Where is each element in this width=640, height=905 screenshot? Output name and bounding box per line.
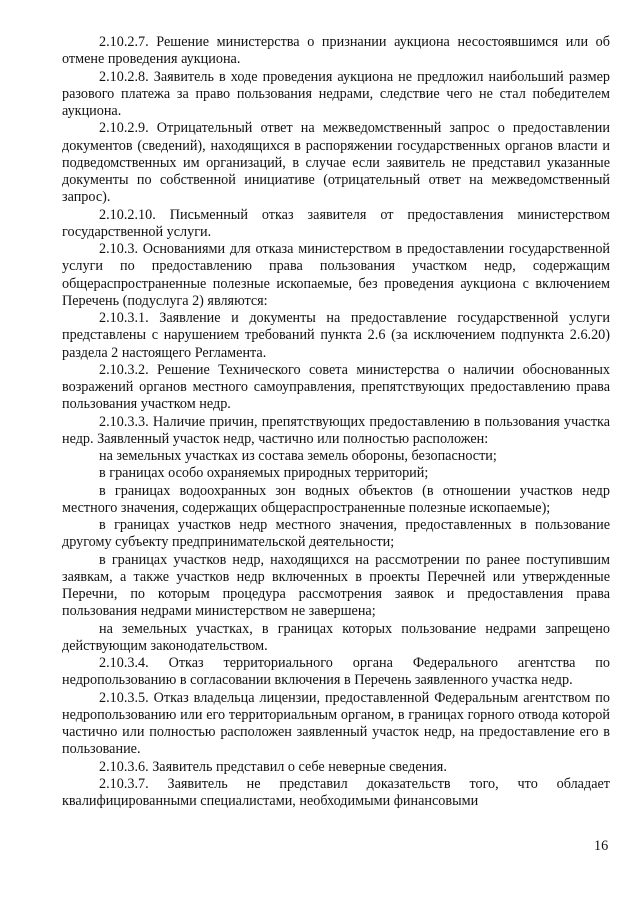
page-number: 16 <box>594 838 609 854</box>
list-item-defense-lands: на земельных участках из состава земель обороны, безопасности; <box>99 448 497 464</box>
paragraph-2-10-3-4: 2.10.3.4. Отказ территориального органа Федерального агентства по недропользованию в согласовании включения в Перечень заявленного участка недр. <box>62 655 610 689</box>
paragraph-2-10-3-3: 2.10.3.3. Наличие причин, препятствующих предоставлению в пользования участка недр. Заявленный участок недр, частично или полностью расположен: <box>62 413 610 447</box>
list-item-protected-territories: в границах особо охраняемых природных территорий; <box>99 465 429 482</box>
list-item-prohibited-lands: на земельных участках, в границах которых пользование недрами запрещено действующим законодательством. <box>62 620 610 654</box>
paragraph-2-10-3-7: 2.10.3.7. Заявитель не представил доказательств того, что обладает квалифицированными специалистами, необходимыми финансовыми <box>62 775 610 809</box>
paragraph-2-10-2-7: 2.10.2.7. Решение министерства о признании аукциона несостоявшимся или об отмене проведения аукциона. <box>62 34 610 68</box>
paragraph-2-10-3-6: 2.10.3.6. Заявитель представил о себе неверные сведения. <box>99 758 447 775</box>
document-page <box>62 34 610 810</box>
paragraph-2-10-3-2: 2.10.3.2. Решение Технического совета министерства о наличии обоснованных возражений органов местного самоуправления, препятствующих предоставлению права пользования участком недр. <box>62 361 610 413</box>
list-item-pending-applications: в границах участков недр, находящихся на рассмотрении по ранее поступившим заявкам, а также участков недр включенных в проекты Перечней или утвержденные Перечни, по которым процедура рассмотрения заявок и предоставления права пользования недрами министерством не завершена; <box>62 551 610 620</box>
paragraph-2-10-2-9: 2.10.2.9. Отрицательный ответ на межведомственный запрос о предоставлении документов (сведений), находящихся в распоряжении государственных органов власти и подведомственных им организаций, в случае если заявитель не представил указанные документы по собственной инициативе (отрицательный ответ на межведомственный запрос). <box>62 120 610 206</box>
list-item-water-protection-zones: в границах водоохранных зон водных объектов (в отношении участков недр местного значения, содержащих общераспространенные полезные ископаемые); <box>62 482 610 516</box>
paragraph-2-10-3: 2.10.3. Основаниями для отказа министерством в предоставлении государственной услуги по предоставлению права пользования участком недр, содержащим общераспространенные полезные ископаемые, без проведения аукциона с включением Перечень (подуслуга 2) являются: <box>62 241 610 309</box>
paragraph-2-10-3-1: 2.10.3.1. Заявление и документы на предоставление государственной услуги представлены с нарушением требований пункта 2.6 (за исключением подпункта 2.6.20) раздела 2 настоящего Регламента. <box>62 310 610 361</box>
paragraph-2-10-2-10: 2.10.2.10. Письменный отказ заявителя от предоставления министерством государственной услуги. <box>62 206 610 240</box>
paragraph-2-10-2-8: 2.10.2.8. Заявитель в ходе проведения аукциона не предложил наибольший размер разового платежа за право пользования недрами, следствие чего не стал победителем аукциона. <box>62 68 610 119</box>
list-item-other-subject-plots: в границах участков недр местного значения, предоставленных в пользование другому субъекту предпринимательской деятельности; <box>62 517 610 551</box>
paragraph-2-10-3-5: 2.10.3.5. Отказ владельца лицензии, предоставленной Федеральным агентством по недропользованию или его территориальным органом, в границах горного отвода которой частично или полностью расположен заявленный участок недр, на предоставление его в пользование. <box>62 689 610 758</box>
